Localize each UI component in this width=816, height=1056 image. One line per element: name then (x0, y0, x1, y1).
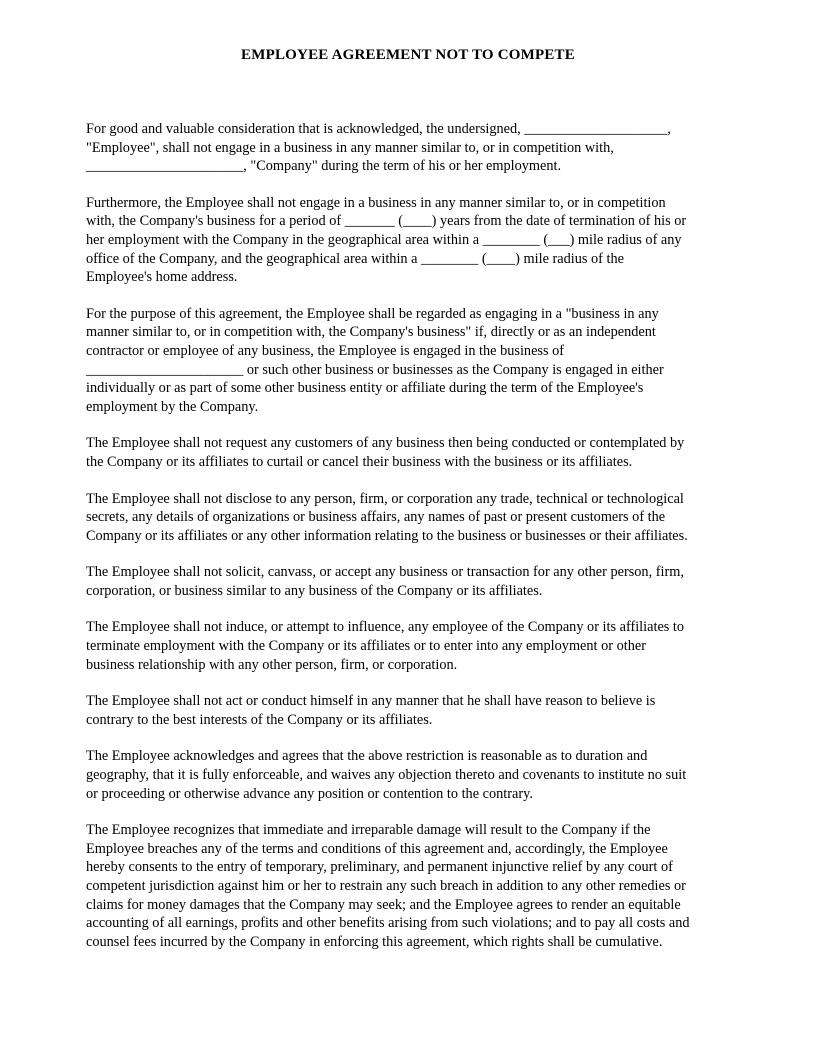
paragraph-line: The Employee shall not solicit, canvass, or accept any business or transaction for any other person, firm, (86, 564, 684, 581)
paragraph-line: hereby consents to the entry of temporary, preliminary, and permanent injunctive relief by any court of (86, 859, 673, 876)
paragraph-line: contractor or employee of any business, the Employee is engaged in the business of (86, 342, 565, 359)
paragraph-definition (86, 305, 776, 417)
paragraph-line: geography, that it is fully enforceable, and waives any objection thereto and covenants to institute no suit (86, 767, 687, 784)
paragraph-line: "Employee", shall not engage in a business in any manner similar to, or in competition with, (86, 139, 614, 156)
paragraph-line: employment by the Company. (86, 398, 259, 415)
paragraph-conduct (86, 692, 776, 729)
paragraph-line: terminate employment with the Company or its affiliates or to enter into any employment or other (86, 638, 646, 655)
paragraph-line: Employee breaches any of the terms and conditions of this agreement and, accordingly, the Employee (86, 840, 668, 857)
paragraph-line: Employee's home address. (86, 269, 238, 286)
paragraph-line: office of the Company, and the geographical area within a ________ (____) mile radius of the (86, 250, 624, 267)
paragraph-disclosure (86, 490, 776, 546)
paragraph-line: secrets, any details of organizations or business affairs, any names of past or present customers of the (86, 509, 666, 526)
paragraph-line: corporation, or business similar to any business of the Company or its affiliates. (86, 582, 543, 599)
paragraph-line: Company or its affiliates or any other information relating to the business or businesses or their affiliates. (86, 527, 688, 544)
paragraph-line: The Employee recognizes that immediate and irreparable damage will result to the Company if the (86, 822, 651, 839)
paragraph-line: counsel fees incurred by the Company in enforcing this agreement, which rights shall be cumulative. (86, 933, 663, 950)
paragraph-line: manner similar to, or in competition with, the Company's business" if, directly or as an independent (86, 324, 656, 341)
paragraph-line: claims for money damages that the Company may seek; and the Employee agrees to render an equitable (86, 896, 681, 913)
paragraph-consideration (86, 120, 776, 176)
paragraph-line: the Company or its affiliates to curtail or cancel their business with the business or its affiliates. (86, 453, 633, 470)
paragraph-remedies (86, 821, 776, 951)
paragraph-acknowledgment (86, 747, 776, 803)
paragraph-line: The Employee acknowledges and agrees that the above restriction is reasonable as to duration and (86, 748, 648, 765)
paragraph-line: contrary to the best interests of the Company or its affiliates. (86, 711, 433, 728)
paragraph-line: The Employee shall not induce, or attempt to influence, any employee of the Company or its affiliates to (86, 619, 685, 636)
paragraph-line: accounting of all earnings, profits and other benefits arising from such violations; and to pay all costs and (86, 915, 690, 932)
paragraph-line: business relationship with any other person, firm, or corporation. (86, 656, 458, 673)
paragraph-customers (86, 434, 776, 471)
paragraph-line: Furthermore, the Employee shall not engage in a business in any manner similar to, or in competition (86, 194, 666, 211)
paragraph-solicit (86, 563, 776, 600)
paragraph-induce (86, 618, 776, 674)
paragraph-territory (86, 194, 776, 287)
paragraph-line: ______________________ or such other business or businesses as the Company is engaged in either (86, 361, 664, 378)
paragraph-line: The Employee shall not disclose to any person, firm, or corporation any trade, technical or technological (86, 490, 684, 507)
paragraph-line: or proceeding or otherwise advance any position or contention to the contrary. (86, 785, 533, 802)
document-title: EMPLOYEE AGREEMENT NOT TO COMPETE (241, 47, 575, 63)
paragraph-line: with, the Company's business for a period of _______ (____) years from the date of termination of his or (86, 213, 687, 230)
paragraph-line: The Employee shall not request any customers of any business then being conducted or contemplated by (86, 435, 685, 452)
paragraph-line: her employment with the Company in the geographical area within a ________ (___) mile radius of any (86, 231, 682, 248)
document-body (86, 120, 776, 969)
paragraph-line: For the purpose of this agreement, the Employee shall be regarded as engaging in a "business in any (86, 305, 659, 322)
paragraph-line: competent jurisdiction against him or her to restrain any such breach in addition to any other remedies or (86, 878, 686, 894)
paragraph-line: individually or as part of some other business entity or affiliate during the term of the Employee's (86, 380, 644, 397)
paragraph-line: ______________________, "Company" during the term of his or her employment. (86, 158, 562, 175)
paragraph-line: The Employee shall not act or conduct himself in any manner that he shall have reason to believe is (86, 693, 656, 710)
paragraph-line: For good and valuable consideration that is acknowledged, the undersigned, ____________________, (86, 121, 671, 137)
